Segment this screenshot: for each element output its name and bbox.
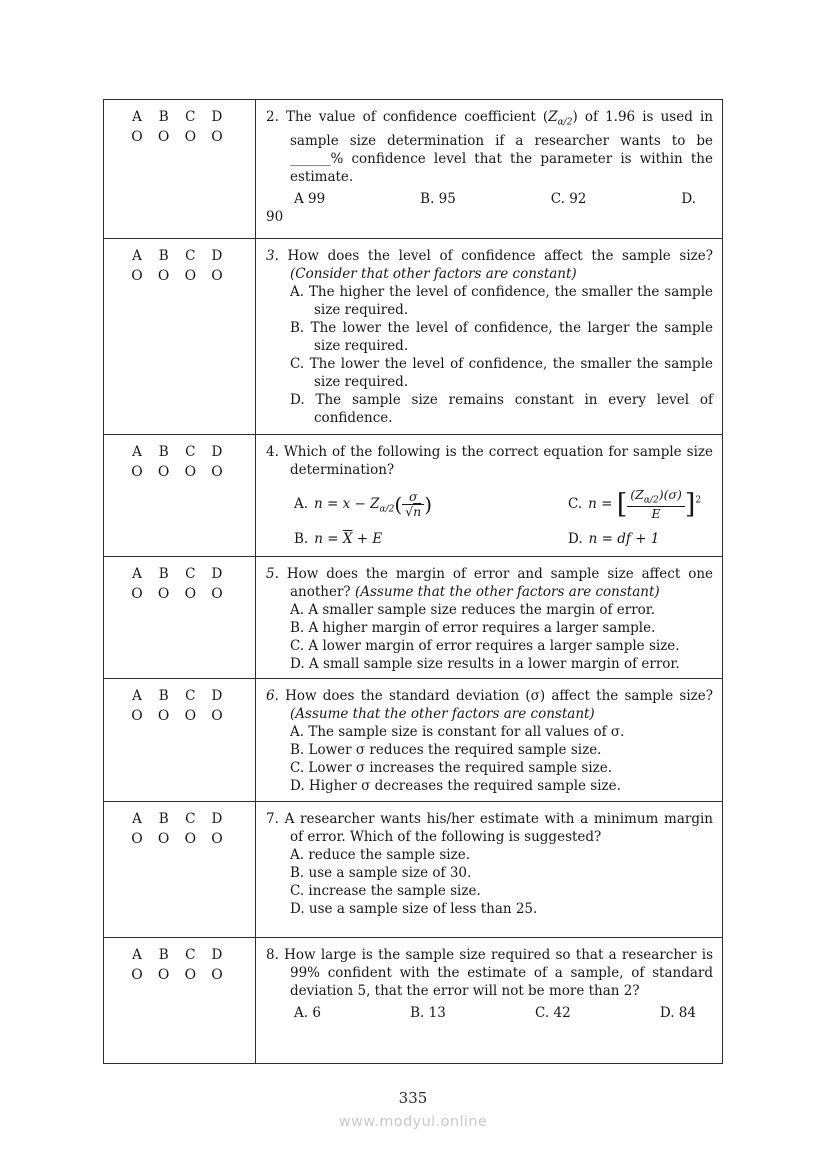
question-number: 2. xyxy=(266,109,279,125)
bubble-letter: D xyxy=(211,109,223,125)
bubble-circles-row xyxy=(129,708,225,724)
bubble-letter: B xyxy=(158,566,169,582)
choice: C. 42 xyxy=(535,1005,571,1021)
bubble-letters-row xyxy=(129,109,225,125)
formula-option-a: A. $n = x - Z_{\alpha/2}$( $\frac{\sigma}{√n}$ ) xyxy=(294,488,433,519)
answer-bubble[interactable]: O xyxy=(157,967,170,983)
bubble-circles-row xyxy=(129,586,225,602)
bubble-letters-row xyxy=(129,248,225,264)
choice: D. 84 xyxy=(659,1005,696,1021)
question-row xyxy=(104,100,723,239)
option-item: C. Lower σ increases the required sample size. xyxy=(290,760,613,776)
question-note: (Assume that the other factors are constant) xyxy=(354,584,660,600)
answer-bubble[interactable]: O xyxy=(184,268,197,284)
answer-bubble-cell xyxy=(104,239,256,435)
inline-choices xyxy=(294,190,696,208)
answer-bubble[interactable]: O xyxy=(131,268,143,284)
answer-bubble[interactable]: O xyxy=(184,967,197,983)
bubble-letter: A xyxy=(132,109,142,125)
question-text: 6. How does the standard deviation (σ) affect the sample size? (Assume that the other factors are constant) xyxy=(266,688,713,722)
bubble-letter: B xyxy=(158,811,169,827)
bubble-letter: B xyxy=(158,444,169,460)
answer-bubble[interactable]: O xyxy=(184,586,197,602)
answer-bubble[interactable]: O xyxy=(211,708,223,724)
question-row xyxy=(104,802,723,938)
answer-bubble[interactable]: O xyxy=(157,129,170,145)
option-item: A. A smaller sample size reduces the margin of error. xyxy=(290,602,656,618)
answer-bubble[interactable]: O xyxy=(211,831,223,847)
bubble-letters-row xyxy=(129,947,225,963)
answer-bubble-cell xyxy=(104,100,256,239)
question-text: 8. How large is the sample size required so that a researcher is 99% confident with the estimate of a sample, of standard deviation 5, that the error will not be more than 2? xyxy=(266,947,713,999)
question-text: 4. Which of the following is the correct equation for sample size determination? xyxy=(266,444,713,478)
question-text: 5. How does the margin of error and sample size affect one another? (Assume that the other factors are constant) xyxy=(266,566,714,600)
choice: D. xyxy=(681,190,696,207)
answer-bubble-cell xyxy=(104,802,256,938)
answer-bubble[interactable]: O xyxy=(211,464,223,480)
question-note: (Assume that the other factors are constant) xyxy=(290,706,595,722)
option-item: A. The higher the level of confidence, the smaller the sample size required. xyxy=(290,284,713,318)
question-row xyxy=(104,557,723,679)
answer-bubble[interactable]: O xyxy=(131,464,143,480)
option-list xyxy=(290,283,713,427)
bubble-letter: D xyxy=(211,947,223,963)
option-item: D. use a sample size of less than 25. xyxy=(290,901,538,917)
option-item: A. reduce the sample size. xyxy=(290,847,471,863)
bubble-letter: C xyxy=(185,248,196,264)
answer-bubble[interactable]: O xyxy=(184,708,197,724)
question-cell xyxy=(256,239,723,435)
bubble-circles-row xyxy=(129,831,225,847)
bubble-circles-row xyxy=(129,967,225,983)
answer-bubble[interactable]: O xyxy=(211,129,223,145)
bubble-letter: C xyxy=(185,444,196,460)
bubble-circles-row xyxy=(129,464,225,480)
bubble-circles-row xyxy=(129,268,225,284)
bubble-letter: A xyxy=(132,566,142,582)
question-number: 6. xyxy=(266,688,279,704)
bubble-letter: C xyxy=(185,109,196,125)
question-cell xyxy=(256,100,723,239)
option-item: B. The lower the level of confidence, the larger the sample size required. xyxy=(290,320,713,354)
answer-bubble-cell xyxy=(104,435,256,557)
answer-bubble[interactable]: O xyxy=(211,586,223,602)
choice: B. 13 xyxy=(410,1005,446,1021)
bubble-letter: B xyxy=(158,109,169,125)
answer-bubble[interactable]: O xyxy=(157,831,170,847)
answer-bubble[interactable]: O xyxy=(157,268,170,284)
question-number: 8. xyxy=(266,947,279,963)
option-item: B. use a sample size of 30. xyxy=(290,865,472,881)
bubble-circles-row xyxy=(129,129,225,145)
bubble-letters-row xyxy=(129,566,225,582)
question-cell xyxy=(256,435,723,557)
option-item: C. The lower the level of confidence, the smaller the sample size required. xyxy=(290,356,713,390)
bubble-letter: C xyxy=(185,811,196,827)
bubble-letter: A xyxy=(132,811,142,827)
choice: A 99 xyxy=(294,190,326,207)
option-list xyxy=(290,846,713,918)
answer-bubble[interactable]: O xyxy=(157,586,170,602)
question-cell xyxy=(256,802,723,938)
bubble-letters-row xyxy=(129,811,225,827)
bubble-letter: A xyxy=(132,444,142,460)
answer-bubble[interactable]: O xyxy=(157,464,170,480)
z-symbol: $Z_{\alpha/2}$ xyxy=(548,109,573,128)
answer-bubble-cell xyxy=(104,938,256,1064)
formula-option-c: C. n = [ $\frac{(Z_{\alpha/2})(\sigma)}{E}$ ]$^2$ xyxy=(568,487,702,521)
answer-bubble-cell xyxy=(104,557,256,679)
choice: B. 95 xyxy=(420,190,456,207)
question-number: 5. xyxy=(266,566,279,582)
answer-bubble[interactable]: O xyxy=(184,129,197,145)
answer-bubble[interactable]: O xyxy=(131,708,143,724)
bubble-letter: D xyxy=(211,811,223,827)
option-item: D. A small sample size results in a lower margin of error. xyxy=(290,656,680,672)
bubble-letter: A xyxy=(132,688,142,704)
formula-option-b: B. $n = \overline{X} + E$ xyxy=(294,530,383,547)
inline-choices xyxy=(294,1004,696,1022)
answer-bubble-cell xyxy=(104,679,256,802)
answer-bubble[interactable]: O xyxy=(157,708,170,724)
option-list xyxy=(290,601,713,673)
bubble-letter: D xyxy=(211,444,223,460)
bubble-letter: C xyxy=(185,947,196,963)
choice: C. 92 xyxy=(550,190,587,207)
answer-bubble[interactable]: O xyxy=(131,831,143,847)
bubble-letter: C xyxy=(185,688,196,704)
option-item: D. The sample size remains constant in every level of confidence. xyxy=(290,392,713,426)
question-row xyxy=(104,679,723,802)
question-note: (Consider that other factors are constant) xyxy=(290,266,577,282)
answer-bubble[interactable]: O xyxy=(211,268,223,284)
answer-bubble[interactable]: O xyxy=(131,129,143,145)
site-watermark: www.modyul.online xyxy=(338,1114,488,1130)
answer-bubble[interactable]: O xyxy=(211,967,223,983)
answer-bubble[interactable]: O xyxy=(131,967,143,983)
option-item: B. A higher margin of error requires a larger sample. xyxy=(290,620,656,636)
question-row xyxy=(104,239,723,435)
question-number: 7. xyxy=(266,811,279,827)
bubble-letter: B xyxy=(158,947,169,963)
option-item: C. increase the sample size. xyxy=(290,883,481,899)
question-cell xyxy=(256,557,723,679)
page-number: 335 xyxy=(398,1089,428,1107)
question-text: 2. The value of confidence coefficient $(Z_{\alpha/2})$ of 1.96 is used in sample size determination if a researcher wants to be ______% confidence level that the parameter is within the estimate. xyxy=(266,109,713,185)
option-item: D. Higher σ decreases the required sample size. xyxy=(290,778,621,794)
bubble-letter: A xyxy=(132,947,142,963)
bubble-letter: D xyxy=(211,688,223,704)
question-row xyxy=(104,435,723,557)
question-cell xyxy=(256,938,723,1064)
option-item: B. Lower σ reduces the required sample size. xyxy=(290,742,602,758)
bubble-letter: B xyxy=(158,688,169,704)
answer-bubble[interactable]: O xyxy=(131,586,143,602)
formula-option-d: D. n = df + 1 xyxy=(568,530,660,547)
question-text: 7. A researcher wants his/her estimate with a minimum margin of error. Which of the following is suggested? xyxy=(266,811,713,845)
bubble-letter: C xyxy=(185,566,196,582)
bubble-letter: B xyxy=(158,248,169,264)
bubble-letters-row xyxy=(129,688,225,704)
question-number: 4. xyxy=(266,444,279,460)
question-number: 3. xyxy=(266,248,279,264)
option-item: A. The sample size is constant for all values of σ. xyxy=(290,724,625,740)
answer-bubble[interactable]: O xyxy=(184,831,197,847)
option-item: C. A lower margin of error requires a larger sample size. xyxy=(290,638,680,654)
question-table xyxy=(103,99,723,1064)
option-list xyxy=(290,723,713,795)
bubble-letter: D xyxy=(211,566,223,582)
choice: A. 6 xyxy=(294,1005,321,1021)
bubble-letter: D xyxy=(211,248,223,264)
question-text: 3. How does the level of confidence affect the sample size? (Consider that other factors are constant) xyxy=(266,248,713,282)
question-cell xyxy=(256,679,723,802)
question-row xyxy=(104,938,723,1064)
formula-options xyxy=(294,488,713,548)
choice-overflow: 90 xyxy=(266,208,284,225)
bubble-letter: A xyxy=(132,248,142,264)
answer-bubble[interactable]: O xyxy=(184,464,197,480)
bubble-letters-row xyxy=(129,444,225,460)
